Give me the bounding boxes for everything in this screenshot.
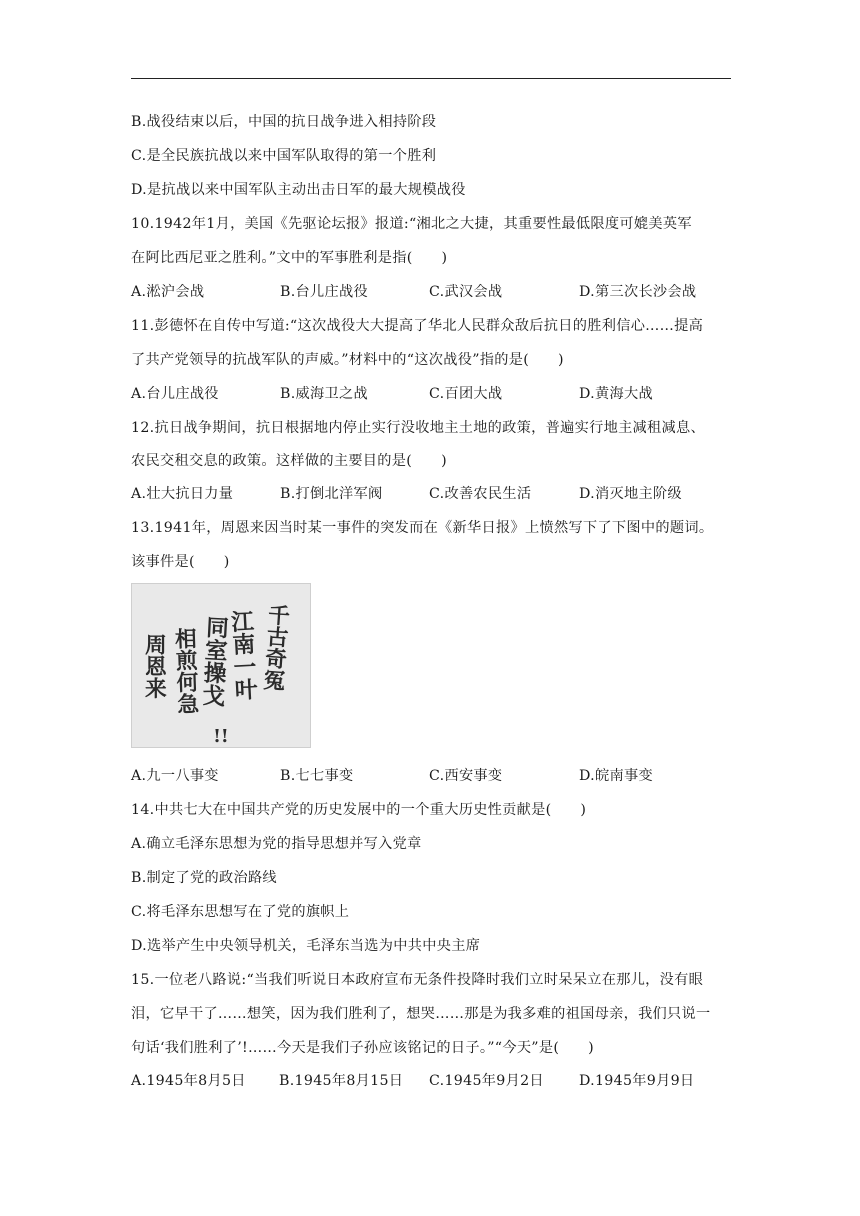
q10-option-a: A.淞沪会战 <box>131 284 205 300</box>
q11-option-a: A.台儿庄战役 <box>131 386 219 402</box>
calligraphy-col-2: 江南一叶 <box>226 609 258 702</box>
q11-stem-line2: 了共产党领导的抗战军队的声威。”材料中的“这次战役”指的是( ) <box>131 352 564 368</box>
calligraphy-exclaim: !! <box>213 726 229 747</box>
q9-option-d: D.是抗战以来中国军队主动出击日军的最大规模战役 <box>131 182 466 198</box>
q11-option-b: B.威海卫之战 <box>280 386 368 402</box>
q14-option-a: A.确立毛泽东思想为党的指导思想并写入党章 <box>131 836 422 852</box>
q9-option-c: C.是全民族抗战以来中国军队取得的第一个胜利 <box>131 148 437 164</box>
q12-stem-line1: 12.抗日战争期间，抗日根据地内停止实行没收地主土地的政策，普遍实行地主减租减息、 <box>131 420 705 436</box>
q14-stem: 14.中共七大在中国共产党的历史发展中的一个重大历史性贡献是( ) <box>131 802 587 818</box>
q15-option-b: B.1945年8月15日 <box>279 1073 404 1089</box>
q12-option-b: B.打倒北洋军阀 <box>280 486 383 502</box>
q11-option-c: C.百团大战 <box>429 386 503 402</box>
q10-option-c: C.武汉会战 <box>429 284 503 300</box>
q13-option-d: D.皖南事变 <box>579 768 653 784</box>
q15-option-a: A.1945年8月5日 <box>131 1073 246 1089</box>
q12-option-a: A.壮大抗日力量 <box>131 486 234 502</box>
q11-option-d: D.黄海大战 <box>579 386 653 402</box>
q13-stem-line1: 13.1941年，周恩来因当时某一事件的突发而在《新华日报》上愤然写下了下图中的题词。 <box>131 520 714 536</box>
q9-option-b: B.战役结束以后，中国的抗日战争进入相持阶段 <box>131 114 437 130</box>
q12-option-d: D.消灭地主阶级 <box>579 486 682 502</box>
q15-stem-line3: 句话‘我们胜利了’!……今天是我们子孙应该铭记的日子。”“今天”是( ) <box>131 1040 594 1056</box>
header-rule <box>131 78 731 79</box>
calligraphy-col-4: 相煎何急 <box>171 627 200 715</box>
q15-option-d: D.1945年9月9日 <box>579 1073 695 1089</box>
calligraphy-signature: 周恩来 <box>141 633 167 699</box>
q12-option-c: C.改善农民生活 <box>429 486 532 502</box>
calligraphy-col-3: 同室操戈 <box>198 615 230 708</box>
q13-option-a: A.九一八事变 <box>131 768 219 784</box>
q10-stem-line2: 在阿比西尼亚之胜利。”文中的军事胜利是指( ) <box>131 250 448 266</box>
q15-stem-line2: 泪，它早干了……想笑，因为我们胜利了，想哭……那是为我多难的祖国母亲，我们只说一 <box>131 1006 711 1022</box>
q14-option-d: D.选举产生中央领导机关，毛泽东当选为中共中央主席 <box>131 938 481 954</box>
q14-option-c: C.将毛泽东思想写在了党的旗帜上 <box>131 904 350 920</box>
calligraphy-image <box>131 583 311 748</box>
q10-option-d: D.第三次长沙会战 <box>579 284 697 300</box>
calligraphy-col-1: 千古奇冤 <box>259 603 291 692</box>
q14-option-b: B.制定了党的政治路线 <box>131 870 277 886</box>
q11-stem-line1: 11.彭德怀在自传中写道:“这次战役大大提高了华北人民群众敌后抗日的胜利信心……提高 <box>131 318 704 334</box>
q13-option-c: C.西安事变 <box>429 768 503 784</box>
q15-stem-line1: 15.一位老八路说:“当我们听说日本政府宣布无条件投降时我们立时呆呆立在那儿，没有眼 <box>131 972 704 988</box>
q13-stem-line2: 该事件是( ) <box>131 554 230 570</box>
q10-stem-line1: 10.1942年1月，美国《先驱论坛报》报道:“湘北之大捷，其重要性最低限度可媲美英军 <box>131 216 692 232</box>
q12-stem-line2: 农民交租交息的政策。这样做的主要目的是( ) <box>131 453 447 469</box>
q10-option-b: B.台儿庄战役 <box>280 284 368 300</box>
q13-option-b: B.七七事变 <box>280 768 354 784</box>
q15-option-c: C.1945年9月2日 <box>429 1073 544 1089</box>
